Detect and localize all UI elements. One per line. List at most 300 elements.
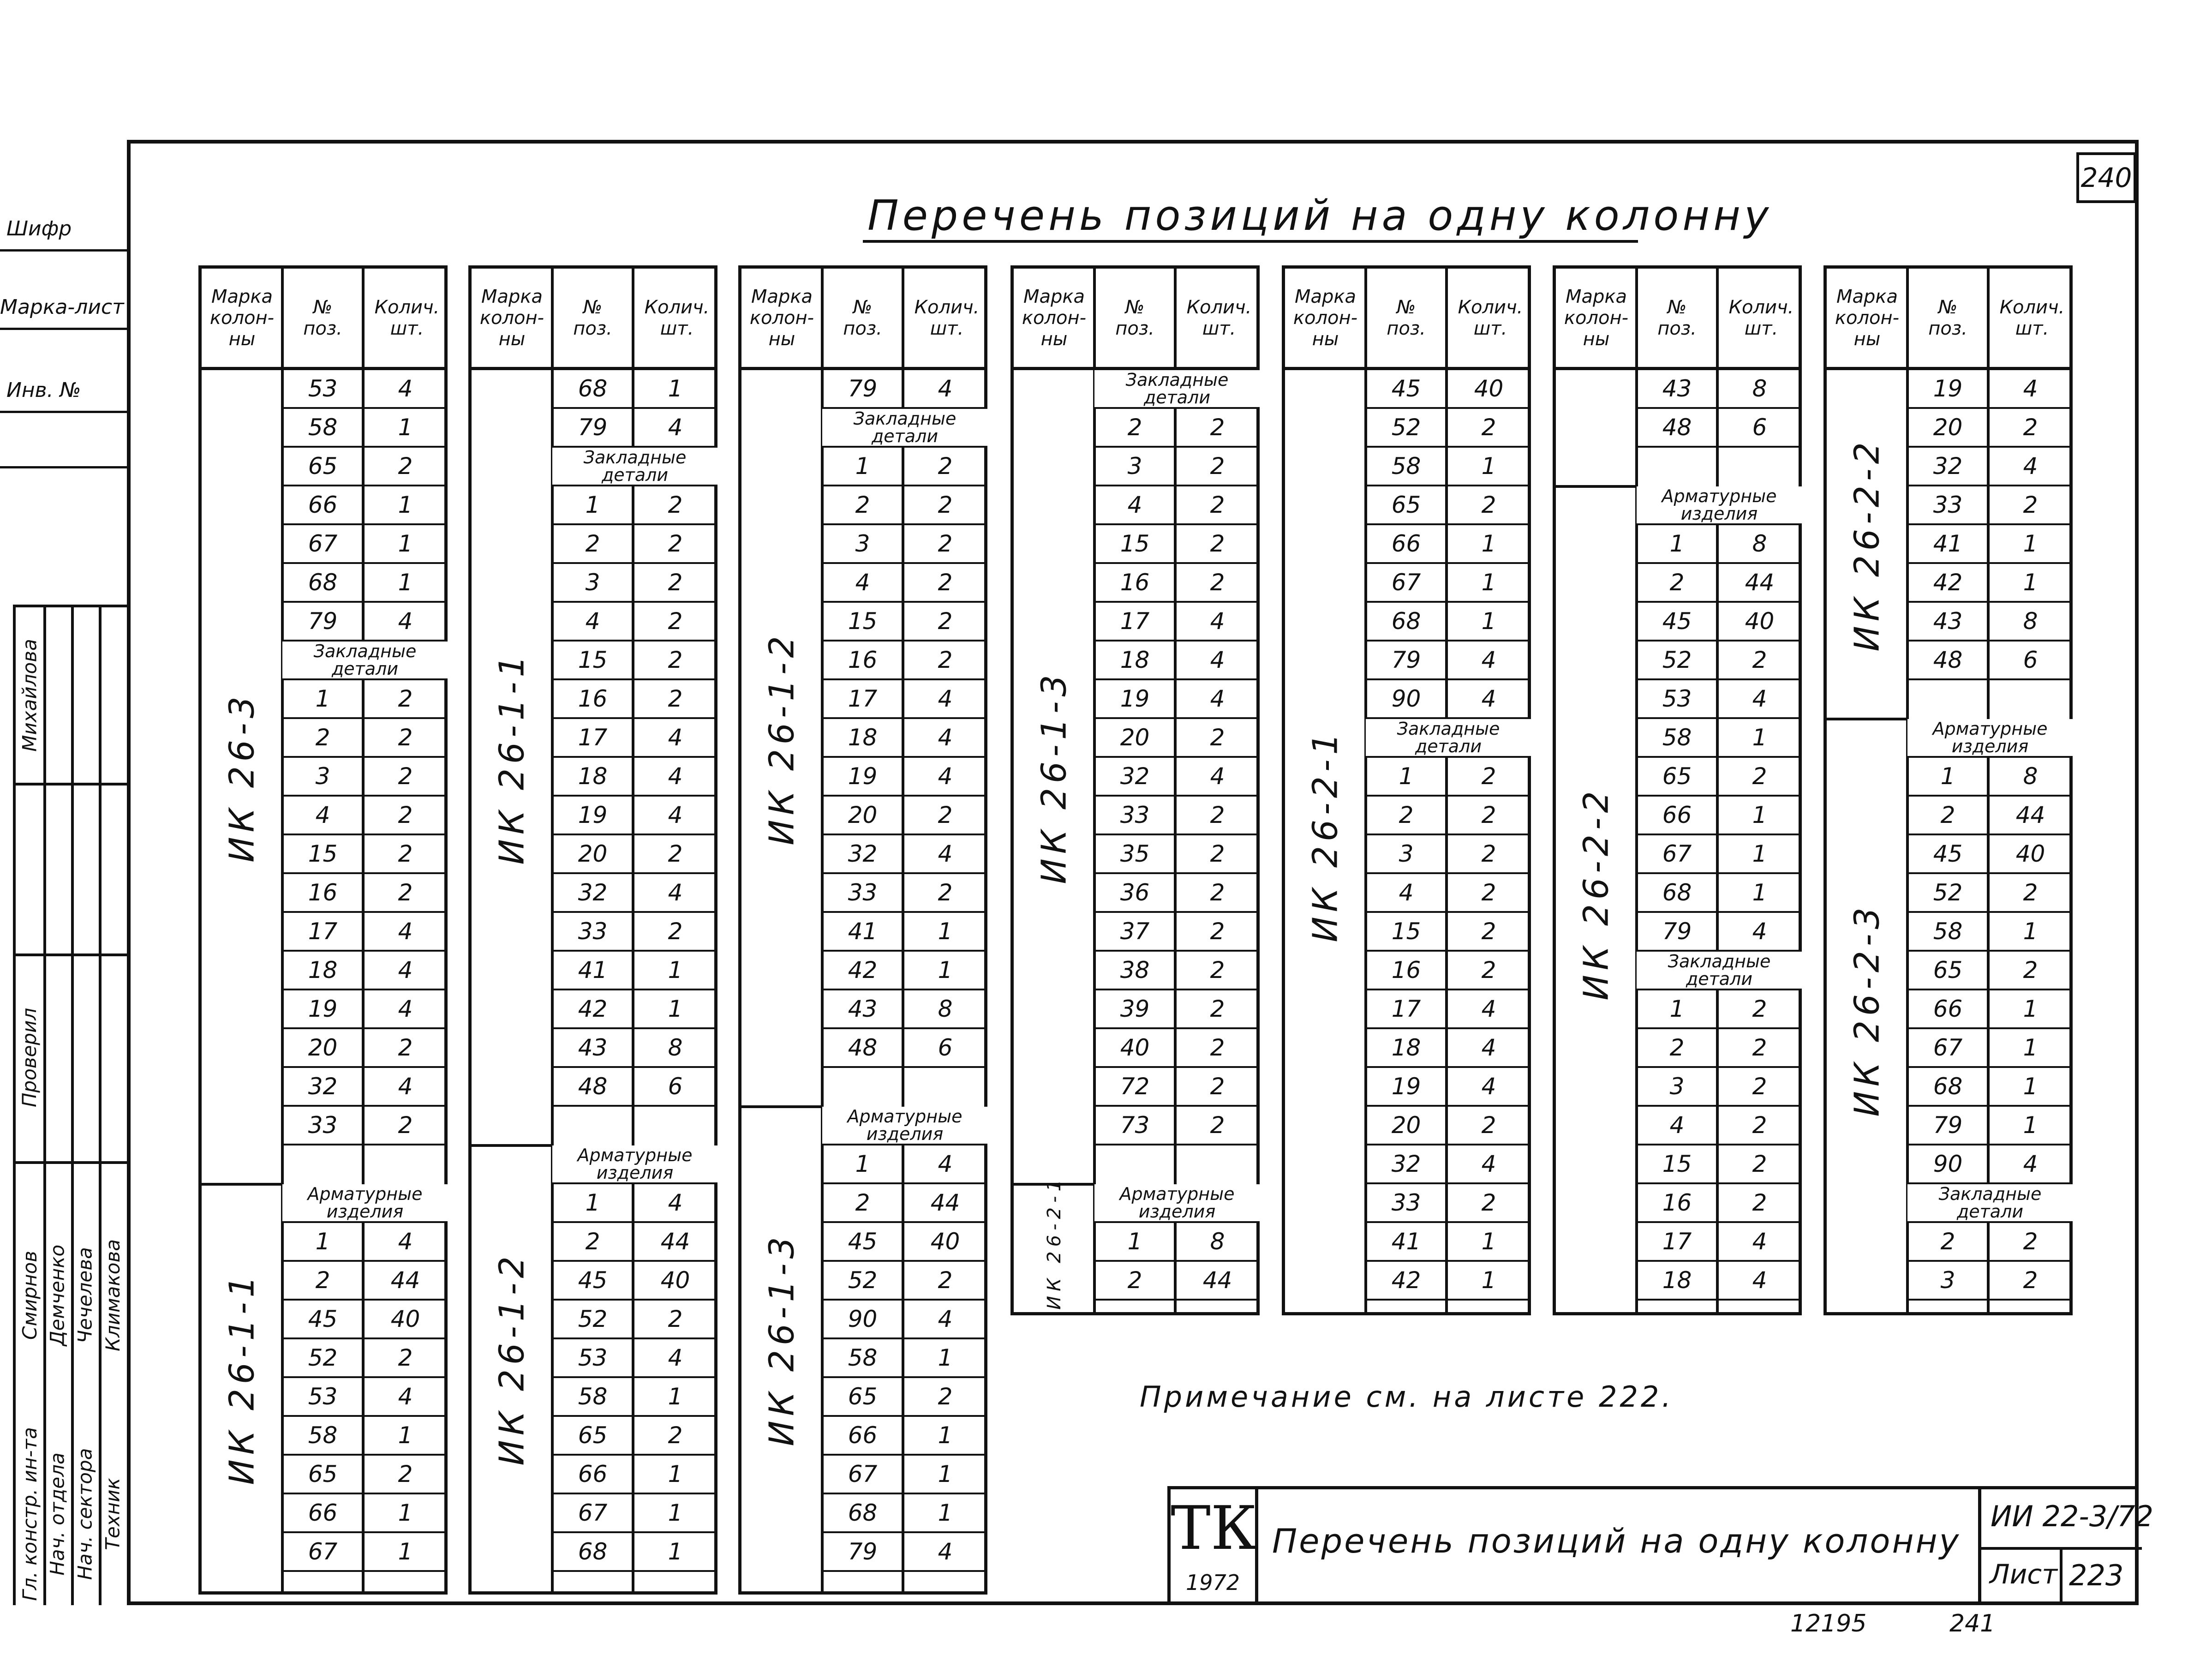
quantity: 2	[2023, 1267, 2038, 1294]
header-pos: № поз.	[843, 296, 882, 339]
table-row	[1094, 1068, 1260, 1107]
quantity: 2	[1210, 957, 1225, 983]
quantity: 4	[398, 918, 413, 945]
subsection-header	[1637, 952, 1802, 990]
column-mark-label: ИК 26-1-2	[762, 631, 802, 845]
header-mark: Марка колон- ны	[479, 286, 544, 350]
signer-name	[16, 1175, 43, 1415]
table-row	[1366, 913, 1531, 952]
position-number: 19	[848, 763, 878, 790]
column-mark	[1014, 370, 1094, 1184]
table-row	[552, 874, 717, 913]
quantity: 2	[1481, 492, 1496, 518]
table-row	[282, 1301, 448, 1339]
table-row	[1366, 835, 1531, 874]
quantity: 1	[1481, 453, 1496, 480]
position-number: 15	[1120, 530, 1150, 557]
table-row	[1094, 758, 1260, 797]
table-row	[1366, 1184, 1531, 1223]
position-number: 1	[315, 1228, 330, 1255]
position-number: 65	[578, 1422, 608, 1449]
column-mark	[202, 370, 282, 1184]
position-number: 45	[1933, 840, 1963, 867]
position-number: 79	[848, 375, 878, 402]
position-table	[738, 265, 987, 1595]
column-mark-label: ИК 26-2-3	[1847, 903, 1887, 1117]
table-row	[822, 990, 987, 1029]
position-number: 42	[578, 995, 608, 1022]
table-row	[552, 1494, 717, 1533]
position-number: 68	[1391, 608, 1421, 635]
table-row	[1907, 370, 2073, 409]
quantity: 40	[1474, 375, 1504, 402]
quantity: 2	[1210, 453, 1225, 480]
position-number: 58	[308, 1422, 338, 1449]
position-number: 48	[1662, 414, 1692, 441]
table-row	[1637, 564, 1802, 603]
position-number: 1	[585, 492, 600, 518]
quantity: 4	[1752, 1267, 1767, 1294]
table-row	[552, 409, 717, 448]
quantity: 2	[668, 840, 683, 867]
position-number: 58	[1933, 918, 1963, 945]
position-number: 79	[1391, 647, 1421, 673]
header-qty: Колич. шт.	[1458, 296, 1523, 339]
quantity: 2	[1210, 414, 1225, 441]
position-number: 3	[1940, 1267, 1955, 1294]
table-row	[1366, 1262, 1531, 1301]
quantity: 4	[938, 685, 953, 712]
quantity: 8	[938, 995, 953, 1022]
header-qty: Колич. шт.	[374, 296, 440, 339]
table-row	[282, 448, 448, 486]
quantity: 2	[398, 840, 413, 867]
position-number: 17	[1662, 1228, 1692, 1255]
position-number: 2	[1669, 569, 1685, 596]
table-row	[1094, 448, 1260, 486]
subsection-label: Арматурные изделия	[1637, 486, 1802, 523]
note-text: Примечание см. на листе 222.	[1140, 1380, 1674, 1414]
position-number: 2	[1127, 414, 1142, 441]
table-row	[1094, 680, 1260, 719]
position-number: 4	[1399, 879, 1414, 906]
position-number: 52	[848, 1267, 878, 1294]
position-number: 45	[1662, 608, 1692, 635]
table-row	[822, 603, 987, 642]
table-row	[552, 1068, 717, 1107]
position-number: 66	[1662, 802, 1692, 828]
table-row	[1637, 603, 1802, 642]
position-number: 45	[578, 1267, 608, 1294]
signer-name	[71, 1175, 99, 1415]
sheet-divider	[2060, 1547, 2063, 1605]
table-row	[552, 1339, 717, 1378]
quantity: 44	[930, 1189, 960, 1216]
table-row	[282, 1456, 448, 1494]
quantity: 1	[938, 1461, 953, 1487]
signer-role	[71, 1420, 99, 1608]
position-number: 39	[1120, 995, 1150, 1022]
quantity: 8	[1752, 375, 1767, 402]
table-row	[1366, 486, 1531, 525]
position-number: 58	[848, 1344, 878, 1371]
sheet-number: 223	[2069, 1559, 2124, 1592]
quantity: 1	[938, 1499, 953, 1526]
table-row	[552, 486, 717, 525]
quantity: 8	[2023, 763, 2038, 790]
table-row	[822, 1223, 987, 1262]
quantity: 2	[668, 608, 683, 635]
table-row	[282, 1223, 448, 1262]
table-row	[1366, 1145, 1531, 1184]
table-row	[822, 1145, 987, 1184]
table-row	[1907, 1145, 2073, 1184]
quantity: 2	[1752, 1189, 1767, 1216]
position-number: 65	[1933, 957, 1963, 983]
table-row	[1907, 1262, 2073, 1301]
table-row	[822, 1494, 987, 1533]
table-row	[282, 1417, 448, 1456]
quantity: 40	[2015, 840, 2045, 867]
table-row	[1907, 564, 2073, 603]
header-qty: Колич. шт.	[1999, 296, 2065, 339]
position-number: 42	[1391, 1267, 1421, 1294]
table-row	[1907, 835, 2073, 874]
subsection-header	[822, 1107, 987, 1145]
column-mark	[202, 1184, 282, 1572]
table-row	[552, 913, 717, 952]
subsection-label: Арматурные изделия	[282, 1184, 448, 1221]
position-number: 90	[1391, 685, 1421, 712]
quantity: 1	[1752, 879, 1767, 906]
table-row	[822, 835, 987, 874]
table-row	[552, 1378, 717, 1417]
quantity: 1	[668, 995, 683, 1022]
table-row	[822, 797, 987, 835]
table-row	[1907, 525, 2073, 564]
quantity: 1	[398, 530, 413, 557]
column-mark	[1014, 1175, 1094, 1310]
quantity: 44	[660, 1228, 690, 1255]
position-number: 52	[1662, 647, 1692, 673]
table-row	[1366, 758, 1531, 797]
table-row	[1637, 1145, 1802, 1184]
column-mark	[1827, 370, 1907, 719]
bottom-number-left: 12195	[1790, 1610, 1867, 1637]
position-number: 19	[1391, 1073, 1421, 1100]
side-label-inv: Инв. №	[6, 378, 81, 402]
table-row	[1094, 719, 1260, 758]
position-number: 1	[855, 453, 870, 480]
position-number: 41	[1933, 530, 1963, 557]
quantity: 2	[1210, 1034, 1225, 1061]
quantity: 1	[668, 1461, 683, 1487]
checker-name-text: Михайлова	[18, 638, 41, 752]
table-row	[1637, 1262, 1802, 1301]
position-number: 67	[308, 1538, 338, 1565]
position-number: 45	[848, 1228, 878, 1255]
table-row	[1366, 797, 1531, 835]
table-row	[822, 719, 987, 758]
subsection-label: Арматурные изделия	[552, 1145, 717, 1182]
signer-role-text: Нач. отдела	[46, 1452, 69, 1576]
table-row	[1637, 758, 1802, 797]
position-number: 17	[1391, 995, 1421, 1022]
signer-role	[43, 1420, 71, 1608]
table-row	[282, 1339, 448, 1378]
position-number: 79	[578, 414, 608, 441]
table-row	[1637, 1029, 1802, 1068]
position-number: 52	[578, 1306, 608, 1332]
table-row	[552, 1456, 717, 1494]
signature-row-divider	[16, 783, 130, 786]
position-number: 15	[308, 840, 338, 867]
table-row	[822, 486, 987, 525]
position-number: 43	[1933, 608, 1963, 635]
position-number: 65	[848, 1383, 878, 1410]
quantity: 2	[1481, 414, 1496, 441]
position-number: 66	[308, 1499, 338, 1526]
quantity: 1	[668, 375, 683, 402]
quantity: 44	[2015, 802, 2045, 828]
subsection-header	[282, 1184, 448, 1223]
table-row	[1907, 642, 2073, 680]
quantity: 4	[398, 957, 413, 983]
drawing-code: ИИ 22-3/72	[1991, 1499, 2153, 1533]
position-number: 58	[578, 1383, 608, 1410]
position-number: 15	[1662, 1151, 1692, 1177]
quantity: 1	[668, 957, 683, 983]
table-row	[822, 758, 987, 797]
column-mark-label: ИК 26-3	[222, 692, 262, 863]
table-row	[1094, 409, 1260, 448]
quantity: 4	[668, 1344, 683, 1371]
position-number: 67	[1662, 840, 1692, 867]
position-number: 53	[308, 1383, 338, 1410]
quantity: 2	[938, 453, 953, 480]
quantity: 4	[1752, 1228, 1767, 1255]
table-header	[202, 269, 444, 370]
table-row	[1637, 525, 1802, 564]
quantity: 2	[1752, 1034, 1767, 1061]
quantity: 2	[1481, 1112, 1496, 1139]
table-row	[822, 1262, 987, 1301]
column-mark	[1827, 719, 1907, 1301]
header-pos: № поз.	[1115, 296, 1154, 339]
quantity: 4	[938, 763, 953, 790]
position-number: 58	[1662, 724, 1692, 751]
table-row	[282, 1107, 448, 1145]
position-number: 19	[308, 995, 338, 1022]
side-divider	[0, 466, 127, 468]
position-number: 79	[308, 608, 338, 635]
table-row	[1366, 1223, 1531, 1262]
blank-row	[1907, 680, 2073, 719]
position-number: 33	[308, 1112, 338, 1139]
side-divider	[0, 411, 127, 413]
table-row	[282, 1029, 448, 1068]
position-number: 33	[1391, 1189, 1421, 1216]
table-row	[1907, 874, 2073, 913]
table-row	[552, 564, 717, 603]
table-row	[822, 952, 987, 990]
table-row	[1094, 797, 1260, 835]
position-number: 18	[1662, 1267, 1692, 1294]
quantity: 2	[1752, 1112, 1767, 1139]
quantity: 4	[1210, 685, 1225, 712]
quantity: 40	[1745, 608, 1775, 635]
table-header	[472, 269, 714, 370]
position-number: 17	[848, 685, 878, 712]
table-row	[552, 990, 717, 1029]
checker-name	[16, 607, 43, 783]
quantity: 2	[398, 724, 413, 751]
quantity: 40	[660, 1267, 690, 1294]
position-number: 43	[578, 1034, 608, 1061]
position-number: 18	[1120, 647, 1150, 673]
quantity: 1	[938, 1344, 953, 1371]
table-row	[1094, 1223, 1260, 1262]
position-number: 68	[1662, 879, 1692, 906]
subsection-header	[552, 1145, 717, 1184]
quantity: 4	[398, 1073, 413, 1100]
table-row	[1366, 370, 1531, 409]
table-row	[1637, 797, 1802, 835]
table-row	[1907, 1029, 2073, 1068]
table-row	[1366, 1029, 1531, 1068]
table-row	[282, 525, 448, 564]
position-number: 18	[848, 724, 878, 751]
signer-role-text: Нач. сектора	[73, 1448, 96, 1580]
quantity: 2	[1210, 840, 1225, 867]
position-number: 43	[1662, 375, 1692, 402]
position-number: 15	[1391, 918, 1421, 945]
table-row	[1094, 1107, 1260, 1145]
table-row	[1366, 525, 1531, 564]
subsection-label: Закладные детали	[822, 409, 987, 446]
table-row	[552, 758, 717, 797]
column-mark-label: ИК 26-1-1	[492, 651, 532, 865]
header-qty: Колич. шт.	[1186, 296, 1252, 339]
quantity: 4	[668, 879, 683, 906]
position-number: 66	[1391, 530, 1421, 557]
quantity: 8	[1752, 530, 1767, 557]
position-number: 18	[308, 957, 338, 983]
quantity: 2	[2023, 414, 2038, 441]
position-number: 32	[308, 1073, 338, 1100]
quantity: 2	[2023, 492, 2038, 518]
position-number: 3	[855, 530, 870, 557]
quantity: 4	[1481, 685, 1496, 712]
position-table	[198, 265, 448, 1595]
position-table	[1823, 265, 2073, 1315]
table-row	[1637, 642, 1802, 680]
position-number: 17	[1120, 608, 1150, 635]
header-mark: Марка колон- ны	[1835, 286, 1900, 350]
quantity: 1	[2023, 1034, 2038, 1061]
quantity: 4	[1481, 1151, 1496, 1177]
table-row	[1637, 835, 1802, 874]
quantity: 2	[1210, 569, 1225, 596]
table-row	[552, 525, 717, 564]
position-number: 4	[1669, 1112, 1685, 1139]
quantity: 1	[1481, 530, 1496, 557]
quantity: 2	[398, 1112, 413, 1139]
quantity: 2	[398, 1461, 413, 1487]
position-number: 66	[308, 492, 338, 518]
table-row	[1094, 642, 1260, 680]
quantity: 2	[668, 647, 683, 673]
quantity: 2	[668, 530, 683, 557]
blank-row	[552, 1107, 717, 1145]
quantity: 2	[668, 492, 683, 518]
quantity: 2	[1752, 647, 1767, 673]
position-number: 20	[578, 840, 608, 867]
position-number: 32	[848, 840, 878, 867]
quantity: 1	[398, 492, 413, 518]
quantity: 4	[1210, 647, 1225, 673]
header-pos: № поз.	[573, 296, 612, 339]
table-row	[1637, 409, 1802, 448]
position-number: 48	[578, 1073, 608, 1100]
position-number: 67	[1391, 569, 1421, 596]
subsection-label: Арматурные изделия	[1094, 1184, 1260, 1221]
quantity: 2	[1481, 763, 1496, 790]
quantity: 4	[1210, 763, 1225, 790]
position-number: 1	[1399, 763, 1414, 790]
table-row	[552, 1262, 717, 1301]
position-number: 19	[1933, 375, 1963, 402]
stamp-logo	[1171, 1489, 1258, 1605]
position-number: 68	[578, 375, 608, 402]
quantity: 2	[1210, 530, 1225, 557]
position-number: 79	[848, 1538, 878, 1565]
position-number: 16	[1120, 569, 1150, 596]
table-row	[1637, 719, 1802, 758]
quantity: 4	[1481, 1034, 1496, 1061]
quantity: 2	[2023, 1228, 2038, 1255]
position-number: 53	[1662, 685, 1692, 712]
position-number: 2	[1399, 802, 1414, 828]
quantity: 2	[1210, 492, 1225, 518]
position-number: 33	[1120, 802, 1150, 828]
position-number: 48	[848, 1034, 878, 1061]
header-pos: № поз.	[303, 296, 342, 339]
quantity: 2	[398, 685, 413, 712]
position-number: 79	[1933, 1112, 1963, 1139]
position-number: 19	[1120, 685, 1150, 712]
table-row	[282, 1068, 448, 1107]
table-row	[282, 990, 448, 1029]
position-number: 2	[1127, 1267, 1142, 1294]
table-row	[1094, 874, 1260, 913]
column-mark-label: ИК 26-2-2	[1576, 786, 1616, 1001]
quantity: 1	[938, 918, 953, 945]
table-row	[1637, 1068, 1802, 1107]
blank-row	[822, 1068, 987, 1107]
position-number: 68	[578, 1538, 608, 1565]
quantity: 4	[1481, 647, 1496, 673]
column-mark	[741, 370, 822, 1107]
position-number: 65	[1391, 492, 1421, 518]
position-number: 17	[578, 724, 608, 751]
table-row	[282, 952, 448, 990]
header-mark: Марка колон- ны	[1564, 286, 1629, 350]
table-row	[552, 680, 717, 719]
quantity: 1	[1752, 724, 1767, 751]
header-mark: Марка колон- ны	[1293, 286, 1358, 350]
quantity: 1	[1481, 608, 1496, 635]
